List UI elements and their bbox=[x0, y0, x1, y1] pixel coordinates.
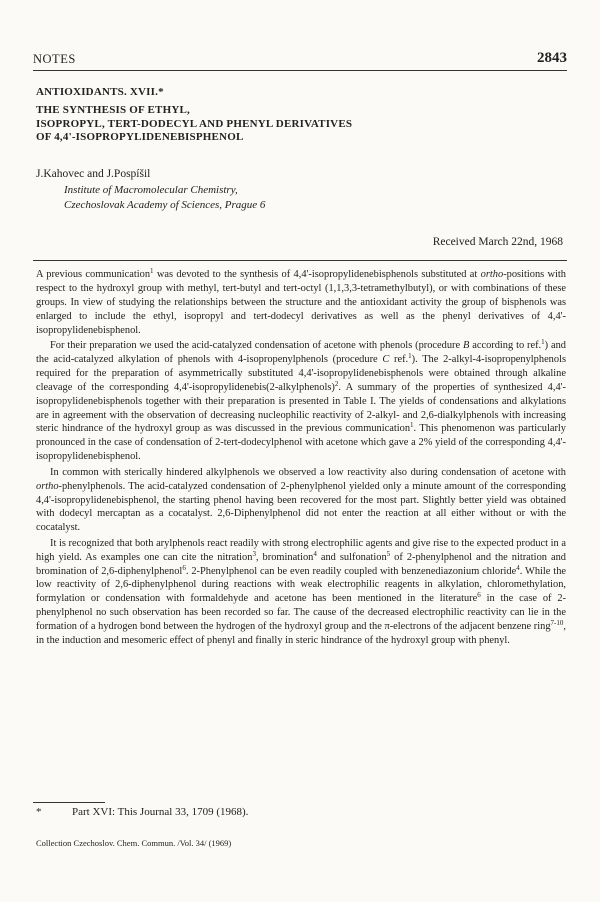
text-run: . This phenomenon was particularly pronounced in the case of condensation of 2-tert-dodecylphenol with acetone which gave a 2% yield of the corresponding 4,4'-isopropylidenebisphenol. bbox=[36, 423, 566, 463]
text-run: In common with sterically hindered alkylphenols we observed a low reactivity also during condensation of acetone with bbox=[50, 466, 566, 478]
footnote bbox=[36, 806, 248, 818]
page-number: 2843 bbox=[537, 50, 567, 66]
series-title: ANTIOXIDANTS. XVII.* bbox=[36, 86, 164, 98]
paragraph bbox=[36, 466, 566, 536]
text-run: . A summary of the properties of synthesized 4,4'-isopropylidenebisphenols together with their preparation is presented in Table I. The yields of condensations and alkylations are in agreement with the observation of decreasing nucleophilic reactivity of 2-alkyl- and 2,6-dialkylphenols with increasing steric hindrance of the hydroxyl group as was discussed in the previous communication bbox=[36, 381, 566, 435]
italic-term: C bbox=[382, 353, 390, 365]
text-run: of 2-phenylphenol and the nitration and bromination of 2,6-diphenylphenol bbox=[36, 551, 566, 577]
title-line: ISOPROPYL, TERT-DODECYL AND PHENYL DERIVATIVES bbox=[36, 117, 353, 130]
text-run: -positions with respect to the hydroxyl group with methyl, tert-butyl and tert-octyl (1,1,3,3-tetramethylbutyl), or with combinations of these groups. In view of studying the relationships between the structure and the antioxidant activity the group of bisphenols was enlarged to include the ethyl, isopropyl and tert-dodecyl derivatives as well as the phenyl derivatives of 4,4'-isopropylidenebisphenol. bbox=[36, 269, 566, 336]
authors: J.Kahovec and J.Pospíšil bbox=[36, 168, 151, 180]
paragraph bbox=[36, 268, 566, 338]
text-run: ). The 2-alkyl-4-isopropenylphenols required for the preparation of asymmetrically substituted 4,4'-isopropylidenebisphenols were obtained through alkaline cleavage of the corresponding 4,4'-isopropylidenebis(2-alkylphenols) bbox=[36, 353, 567, 393]
header-rule bbox=[33, 70, 567, 71]
footnote-mark: * bbox=[36, 806, 42, 818]
text-run: . 2-Phenylphenol can be even readily coupled with benzenediazonium chloride bbox=[185, 565, 517, 577]
journal-footer: Collection Czechoslov. Chem. Commun. /Vol. 34/ (1969) bbox=[36, 838, 232, 848]
institute-line: Czechoslovak Academy of Sciences, Prague 6 bbox=[64, 199, 266, 211]
reference-superscript: 4 bbox=[516, 563, 520, 572]
reference-superscript: 1 bbox=[541, 338, 545, 347]
italic-term: ortho bbox=[480, 269, 504, 280]
reference-superscript: 1 bbox=[150, 267, 154, 275]
title-line: OF 4,4'-ISOPROPYLIDENEBISPHENOL bbox=[36, 131, 244, 143]
reference-superscript: 6 bbox=[477, 591, 481, 600]
article-body bbox=[36, 268, 566, 649]
text-run: . While the low reactivity of 2,6-diphenylphenol during reactions with weak electrophilic reagents in alkylation, chloromethylation, formylation or condensation with formaldehyde and acetone has been mentioned in the literature bbox=[36, 565, 567, 605]
reference-superscript: 4 bbox=[313, 549, 317, 558]
paragraph bbox=[36, 537, 566, 648]
article-title bbox=[36, 104, 536, 145]
reference-superscript: 2 bbox=[334, 379, 339, 388]
text-run: ref. bbox=[389, 353, 409, 365]
running-header bbox=[33, 52, 567, 70]
text-run: A previous communication bbox=[36, 269, 151, 280]
reference-superscript: 3 bbox=[252, 549, 256, 558]
reference-superscript: 7-10 bbox=[550, 619, 564, 628]
paragraph bbox=[36, 339, 566, 464]
abstract-rule bbox=[33, 260, 567, 261]
reference-superscript: 1 bbox=[408, 351, 412, 360]
italic-term: B bbox=[463, 340, 470, 352]
text-run: -phenylphenols. The acid-catalyzed condensation of 2-phenylphenol yielded only a minute amount of the corresponding 4,4'-isopropylidenebisphenol, the starting phenol having been recovered for the most part. Slightly better yield was obtained with dodecyl mercaptan as a cocatalyst. 2,6-Diphenylphenol did not enter the reaction at all either without or with the cocatalyst. bbox=[36, 480, 566, 534]
received-date: Received March 22nd, 1968 bbox=[432, 236, 563, 248]
section-label: NOTES bbox=[33, 52, 76, 66]
text-run: according to ref. bbox=[469, 340, 542, 352]
text-run: ) and the acid-catalyzed alkylation of phenols with 4-isopropenylphenols (procedure bbox=[36, 340, 566, 365]
institute-line: Institute of Macromolecular Chemistry, bbox=[64, 184, 238, 196]
text-run: For their preparation we used the acid-catalyzed condensation of acetone with phenols (procedure bbox=[50, 340, 463, 352]
footnote-rule bbox=[33, 802, 105, 803]
text-run: , in the induction and mesomeric effect of phenyl and finally in steric hindrance of the hydroxyl group with phenyl. bbox=[36, 621, 566, 647]
text-run: in the case of 2-phenylphenol no such observation has been recorded so far. The cause of the decreased electrophilic reactivity can lie in the formation of a hydrogen bond between the hydrogen of the hydroxyl group and the π-electrons of the adjacent benzene ring bbox=[36, 593, 566, 633]
text-run: and sulfonation bbox=[316, 551, 387, 563]
text-run: It is recognized that both arylphenols react readily with strong electrophilic agents and give rise to the expected product in a high yield. As examples one can cite the nitration bbox=[36, 537, 566, 563]
italic-term: ortho bbox=[36, 480, 59, 492]
title-line: THE SYNTHESIS OF ETHYL, bbox=[36, 104, 190, 116]
text-run: , bromination bbox=[255, 551, 314, 563]
reference-superscript: 6 bbox=[182, 563, 186, 572]
reference-superscript: 1 bbox=[410, 421, 414, 430]
reference-superscript: 5 bbox=[386, 549, 391, 558]
text-run: was devoted to the synthesis of 4,4'-isopropylidenebisphenols substituted at bbox=[153, 269, 481, 280]
footnote-text: Part XVI: This Journal 33, 1709 (1968). bbox=[72, 806, 249, 818]
